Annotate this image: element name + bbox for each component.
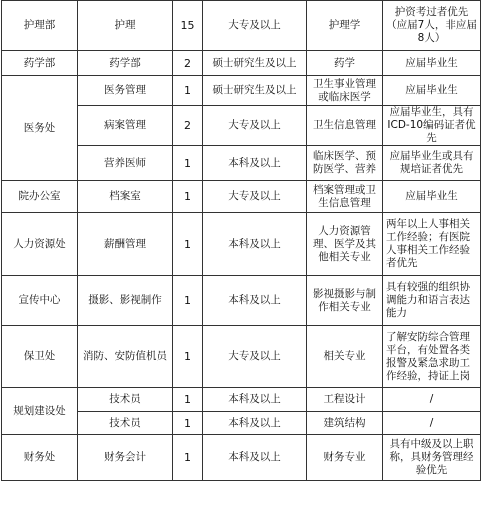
count-cell: 1 (173, 276, 203, 326)
post-cell: 病案管理 (78, 106, 173, 146)
table-row (2, 1, 481, 51)
count-cell: 1 (173, 435, 203, 481)
major-cell: 临床医学、预防医学、营养 (307, 146, 383, 181)
post-cell: 摄影、影视制作 (78, 276, 173, 326)
requirement-cell: 具有较强的组织协调能力和语言表达能力 (383, 276, 481, 326)
post-cell: 档案室 (78, 181, 173, 213)
dept-cell: 医务处 (2, 76, 78, 181)
requirement-cell: 应届毕业生，具有ICD-10编码证者优先 (383, 106, 481, 146)
post-cell: 营养医师 (78, 146, 173, 181)
major-cell: 人力资源管理、医学及其他相关专业 (307, 213, 383, 276)
requirement-cell: 应届毕业生 (383, 76, 481, 106)
education-cell: 大专及以上 (203, 106, 307, 146)
count-cell: 1 (173, 213, 203, 276)
post-cell: 医务管理 (78, 76, 173, 106)
major-cell: 财务专业 (307, 435, 383, 481)
education-cell: 大专及以上 (203, 181, 307, 213)
count-cell: 2 (173, 51, 203, 76)
post-cell: 护理 (78, 1, 173, 51)
education-cell: 本科及以上 (203, 213, 307, 276)
table-row (2, 435, 481, 481)
post-cell: 药学部 (78, 51, 173, 76)
education-cell: 本科及以上 (203, 435, 307, 481)
count-cell: 1 (173, 76, 203, 106)
table-row (2, 213, 481, 276)
requirement-cell: 应届毕业生 (383, 181, 481, 213)
count-cell: 1 (173, 181, 203, 213)
count-cell: 1 (173, 388, 203, 412)
count-cell: 1 (173, 146, 203, 181)
major-cell: 相关专业 (307, 326, 383, 388)
major-cell: 工程设计 (307, 388, 383, 412)
major-cell: 建筑结构 (307, 412, 383, 435)
education-cell: 本科及以上 (203, 412, 307, 435)
table-row (2, 326, 481, 388)
education-cell: 大专及以上 (203, 326, 307, 388)
count-cell: 1 (173, 326, 203, 388)
post-cell: 技术员 (78, 412, 173, 435)
education-cell: 本科及以上 (203, 388, 307, 412)
table-row (2, 76, 481, 106)
table-row (2, 388, 481, 412)
requirement-cell: 应届毕业生 (383, 51, 481, 76)
requirement-cell: / (383, 388, 481, 412)
count-cell: 15 (173, 1, 203, 51)
dept-cell: 药学部 (2, 51, 78, 76)
education-cell: 大专及以上 (203, 1, 307, 51)
count-cell: 1 (173, 412, 203, 435)
education-cell: 本科及以上 (203, 146, 307, 181)
requirement-cell: 应届毕业生或具有规培证者优先 (383, 146, 481, 181)
major-cell: 卫生事业管理或临床医学 (307, 76, 383, 106)
requirement-cell: / (383, 412, 481, 435)
count-cell: 2 (173, 106, 203, 146)
dept-cell: 规划建设处 (2, 388, 78, 435)
education-cell: 硕士研究生及以上 (203, 76, 307, 106)
major-cell: 影视摄影与制作相关专业 (307, 276, 383, 326)
dept-cell: 保卫处 (2, 326, 78, 388)
table-row (2, 51, 481, 76)
requirement-cell: 具有中级及以上职称，具财务管理经验优先 (383, 435, 481, 481)
dept-cell: 院办公室 (2, 181, 78, 213)
table-row (2, 276, 481, 326)
major-cell: 档案管理或卫生信息管理 (307, 181, 383, 213)
dept-cell: 人力资源处 (2, 213, 78, 276)
requirement-cell: 护资考过者优先（应届7人，非应届8人） (383, 1, 481, 51)
post-cell: 技术员 (78, 388, 173, 412)
table-row (2, 181, 481, 213)
education-cell: 硕士研究生及以上 (203, 51, 307, 76)
requirement-cell: 两年以上人事相关工作经验；有医院人事相关工作经验者优先 (383, 213, 481, 276)
education-cell: 本科及以上 (203, 276, 307, 326)
dept-cell: 护理部 (2, 1, 78, 51)
dept-cell: 宣传中心 (2, 276, 78, 326)
requirement-cell: 了解安防综合管理平台，有处置各类报警及紧急求助工作经验，持证上岗 (383, 326, 481, 388)
major-cell: 卫生信息管理 (307, 106, 383, 146)
post-cell: 消防、安防值机员 (78, 326, 173, 388)
major-cell: 药学 (307, 51, 383, 76)
recruitment-table (1, 0, 481, 481)
major-cell: 护理学 (307, 1, 383, 51)
dept-cell: 财务处 (2, 435, 78, 481)
post-cell: 财务会计 (78, 435, 173, 481)
post-cell: 薪酬管理 (78, 213, 173, 276)
